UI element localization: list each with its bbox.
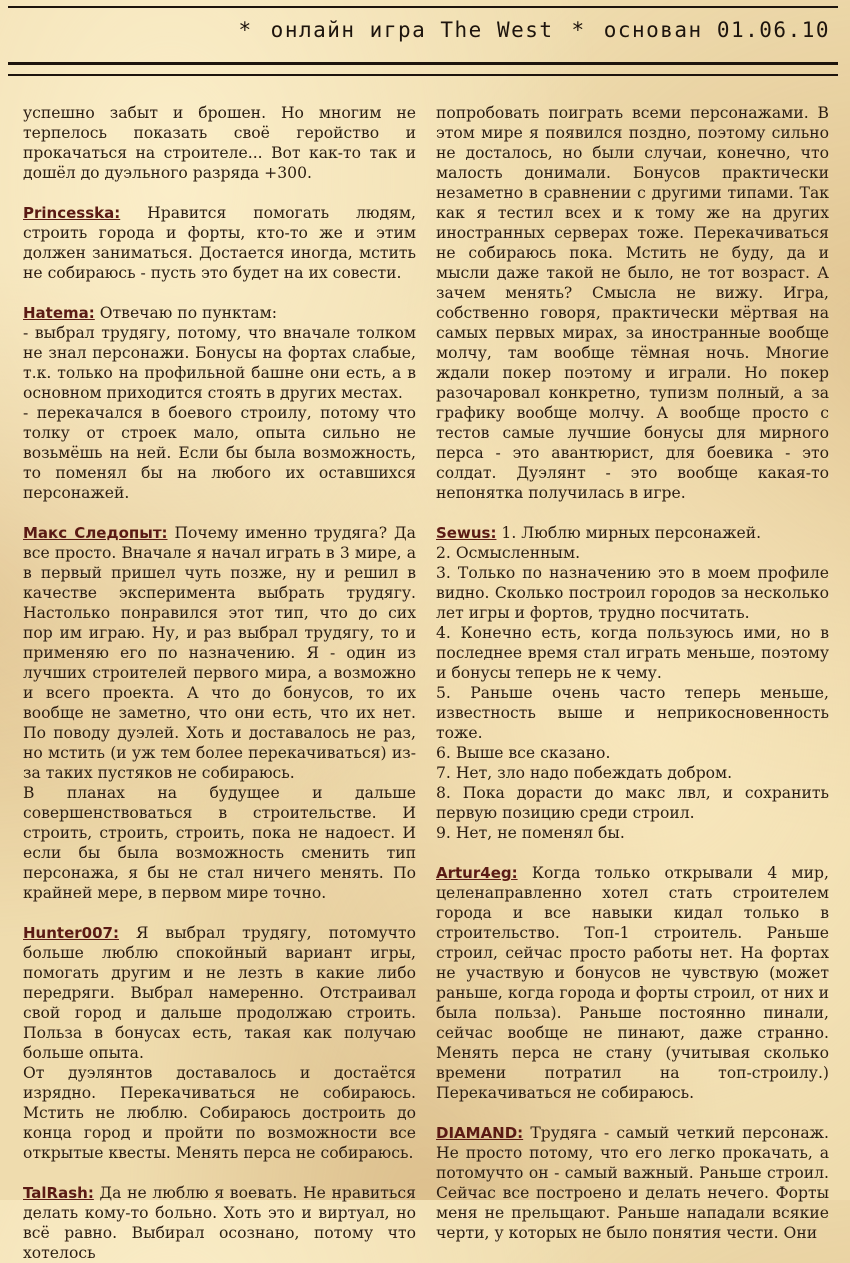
player-nickname: DIAMAND: xyxy=(436,1124,524,1142)
player-nickname: TalRash: xyxy=(23,1184,94,1202)
answer-paragraph xyxy=(23,203,416,283)
answer-paragraph xyxy=(436,623,829,683)
paragraph-gap xyxy=(23,503,416,523)
player-nickname: Hunter007: xyxy=(23,924,119,942)
answer-paragraph xyxy=(23,303,416,323)
interview-answer xyxy=(23,1183,416,1263)
paragraph-gap xyxy=(23,903,416,923)
answer-text: 9. Нет, не поменял бы. xyxy=(436,824,625,842)
answer-text: Да не люблю я воевать. Не нравиться делать кому-то больно. Хоть это и виртуал, но всё равно. Выбирал осознано, потому что хотелось xyxy=(23,1184,416,1262)
answer-paragraph xyxy=(23,403,416,503)
answer-text: Когда только открывали 4 мир, целенаправленно хотел стать строителем города и все навыки кидал только в строительство. Топ-1 строитель. Раньше строил, сейчас просто работы нет. На фортах не участвую и бонусов не чувствую (может раньше, когда города и форты строил, от них и была польза). Раньше постоянно пинали, сейчас вообще не пинают, даже странно. Менять перса не стану (учитывая сколько времени потратил на топ-строилу.) Перекачиваться не собираюсь. xyxy=(436,864,829,1102)
answer-text: 3. Только по назначению это в моем профиле видно. Сколько построил городов за несколько лет игры и фортов, трудно посчитать. xyxy=(436,564,829,622)
player-nickname: Princesska: xyxy=(23,204,121,222)
paragraph-gap xyxy=(436,503,829,523)
interview-answer xyxy=(23,203,416,283)
answer-paragraph xyxy=(436,763,829,783)
answer-paragraph xyxy=(23,783,416,903)
answer-text: - выбрал трудягу, потому, что вначале толком не знал персонажи. Бонусы на фортах слабые, т.к. только на профильной башне они есть, а в основном приходится стоять в других местах. xyxy=(23,324,416,402)
answer-paragraph xyxy=(23,1183,416,1263)
header-star: * xyxy=(238,18,253,42)
interview-answer xyxy=(436,523,829,843)
answer-text: 5. Раньше очень часто теперь меньше, известность выше и неприкосновенность тоже. xyxy=(436,684,829,742)
player-nickname: Artur4eg: xyxy=(436,864,518,882)
answer-paragraph xyxy=(436,783,829,823)
answer-paragraph xyxy=(23,1063,416,1163)
answer-paragraph xyxy=(436,523,829,543)
interview-answer xyxy=(436,103,829,503)
answer-paragraph xyxy=(23,923,416,1063)
answer-paragraph xyxy=(23,323,416,403)
answer-text: 7. Нет, зло надо побеждать добром. xyxy=(436,764,733,782)
answer-text: Я выбрал трудягу, потомучто больше люблю спокойный вариант игры, помогать другим и не лезть в какие либо передряги. Выбрал намеренно. Отстраивал свой город и дальше продолжаю строить. Польза в бонусах есть, такая как получаю больше опыта. xyxy=(23,924,416,1062)
header-text xyxy=(221,18,830,42)
answer-paragraph xyxy=(23,523,416,783)
founded-date: основан 01.06.10 xyxy=(603,18,830,42)
answer-text: 4. Конечно есть, когда пользуюсь ими, но в последнее время стал играть меньше, поэтому и бонусы теперь не к чему. xyxy=(436,624,829,682)
answer-text: От дуэлянтов доставалось и достаётся изрядно. Перекачиваться не собираюсь. Мстить не люблю. Собираюсь достроить до конца город и пройти по возможности все открытые квесты. Менять перса не собираюсь. xyxy=(23,1064,416,1162)
answer-text: В планах на будущее и дальше совершенствоваться в строительстве. И строить, строить, строить, пока не надоест. И если бы была возможность сменить тип персонажа, я бы не стал ничего менять. По крайней мере, в первом мире точно. xyxy=(23,784,416,902)
answer-text: 1. Люблю мирных персонажей. xyxy=(501,524,762,542)
interview-answer xyxy=(436,863,829,1103)
player-nickname: Sewus: xyxy=(436,524,497,542)
page-header xyxy=(0,0,850,90)
player-nickname: Макс Следопыт: xyxy=(23,524,168,542)
answer-text: Отвечаю по пунктам: xyxy=(99,304,278,322)
paragraph-gap xyxy=(23,183,416,203)
header-rule-middle xyxy=(8,62,838,65)
answer-text: Нравится помогать людям, строить города и форты, кто-то же и этим должен заниматься. Достается иногда, мстить не собираюсь - пусть это будет на их совести. xyxy=(23,204,416,282)
header-rule-top xyxy=(8,6,838,8)
interview-answer xyxy=(23,923,416,1163)
answer-paragraph xyxy=(23,103,416,183)
answer-paragraph xyxy=(436,863,829,1103)
answer-paragraph xyxy=(436,683,829,743)
answer-paragraph xyxy=(436,743,829,763)
answer-paragraph xyxy=(436,103,829,503)
answer-paragraph xyxy=(436,823,829,843)
answer-text: 6. Выше все сказано. xyxy=(436,744,611,762)
paragraph-gap xyxy=(436,1103,829,1123)
answer-text: - перекачался в боевого строилу, потому что толку от строек мало, опыта сильно не возьмёшь на ней. Если бы была возможность, то поменял бы на любого их оставшихся персонажей. xyxy=(23,404,416,502)
paragraph-gap xyxy=(23,283,416,303)
answer-text: Трудяга - самый четкий персонаж. Не просто потому, что его легко прокачать, а потомучто он - самый важный. Раньше строил. Сейчас все построено и делать нечего. Форты меня не прельщают. Раньше нападали всякие черти, у которых не было понятия чести. Они xyxy=(436,1124,829,1242)
answer-text: 2. Осмысленным. xyxy=(436,544,581,562)
paragraph-gap xyxy=(436,843,829,863)
answer-text: 8. Пока дорасти до макс лвл, и сохранить первую позицию среди строил. xyxy=(436,784,829,822)
player-nickname: Hatema: xyxy=(23,304,95,322)
paragraph-gap xyxy=(23,1163,416,1183)
interview-answer xyxy=(23,523,416,903)
answer-text: успешно забыт и брошен. Но многим не терпелось показать своё геройство и прокачаться на строителе... Вот как-то так и дошёл до дуэльного разряда +300. xyxy=(23,104,416,182)
header-star: * xyxy=(571,18,586,42)
site-name: онлайн игра The West xyxy=(270,18,554,42)
interview-answer xyxy=(23,103,416,183)
interview-answer xyxy=(23,303,416,503)
left-column xyxy=(23,103,416,1263)
answer-text: попробовать поиграть всеми персонажами. В этом мире я появился поздно, поэтому сильно не досталось, но были случаи, конечно, что малость донимали. Бонусов практически незаметно в сравнении с другими типами. Так как я тестил всех и к тому же на других иностранных серверах тоже. Перекачиваться не собираюсь пока. Мстить не буду, да и мысли даже такой не было, не тот возраст. А зачем менять? Смысла не вижу. Игра, собственно говоря, практически мёртвая на самых первых мирах, за иностранные вообще молчу, там вообще тёмная ночь. Многие ждали покер поэтому и играли. Но покер разочаровал конкретно, тупизм полный, а за графику вообще молчу. А вообще просто с тестов самые лучшие бонусы для мирного перса - это авантюрист, для боевика - это солдат. Дуэлянт - это вообще какая-то непонятка получилась в игре. xyxy=(436,104,829,502)
answer-paragraph xyxy=(436,563,829,623)
answer-paragraph xyxy=(436,1123,829,1243)
answer-paragraph xyxy=(436,543,829,563)
interview-answer xyxy=(436,1123,829,1243)
header-rule-bottom xyxy=(8,74,838,76)
answer-text: Почему именно трудяга? Да все просто. Вначале я начал играть в 3 мире, а в первый пришел чуть позже, ну и решил в качестве эксперимента выбрать трудягу. Настолько понравился этот тип, что до сих пор им играю. Ну, и раз выбрал трудягу, то и применяю его по назначению. Я - один из лучших строителей первого мира, а возможно и всего проекта. А что до бонусов, то их вообще не заметно, что они есть, что их нет. По поводу дуэлей. Хоть и доставалось не раз, но мстить (и уж тем более перекачиваться) из-за таких пустяков не собираюсь. xyxy=(23,524,416,782)
right-column xyxy=(436,103,829,1243)
